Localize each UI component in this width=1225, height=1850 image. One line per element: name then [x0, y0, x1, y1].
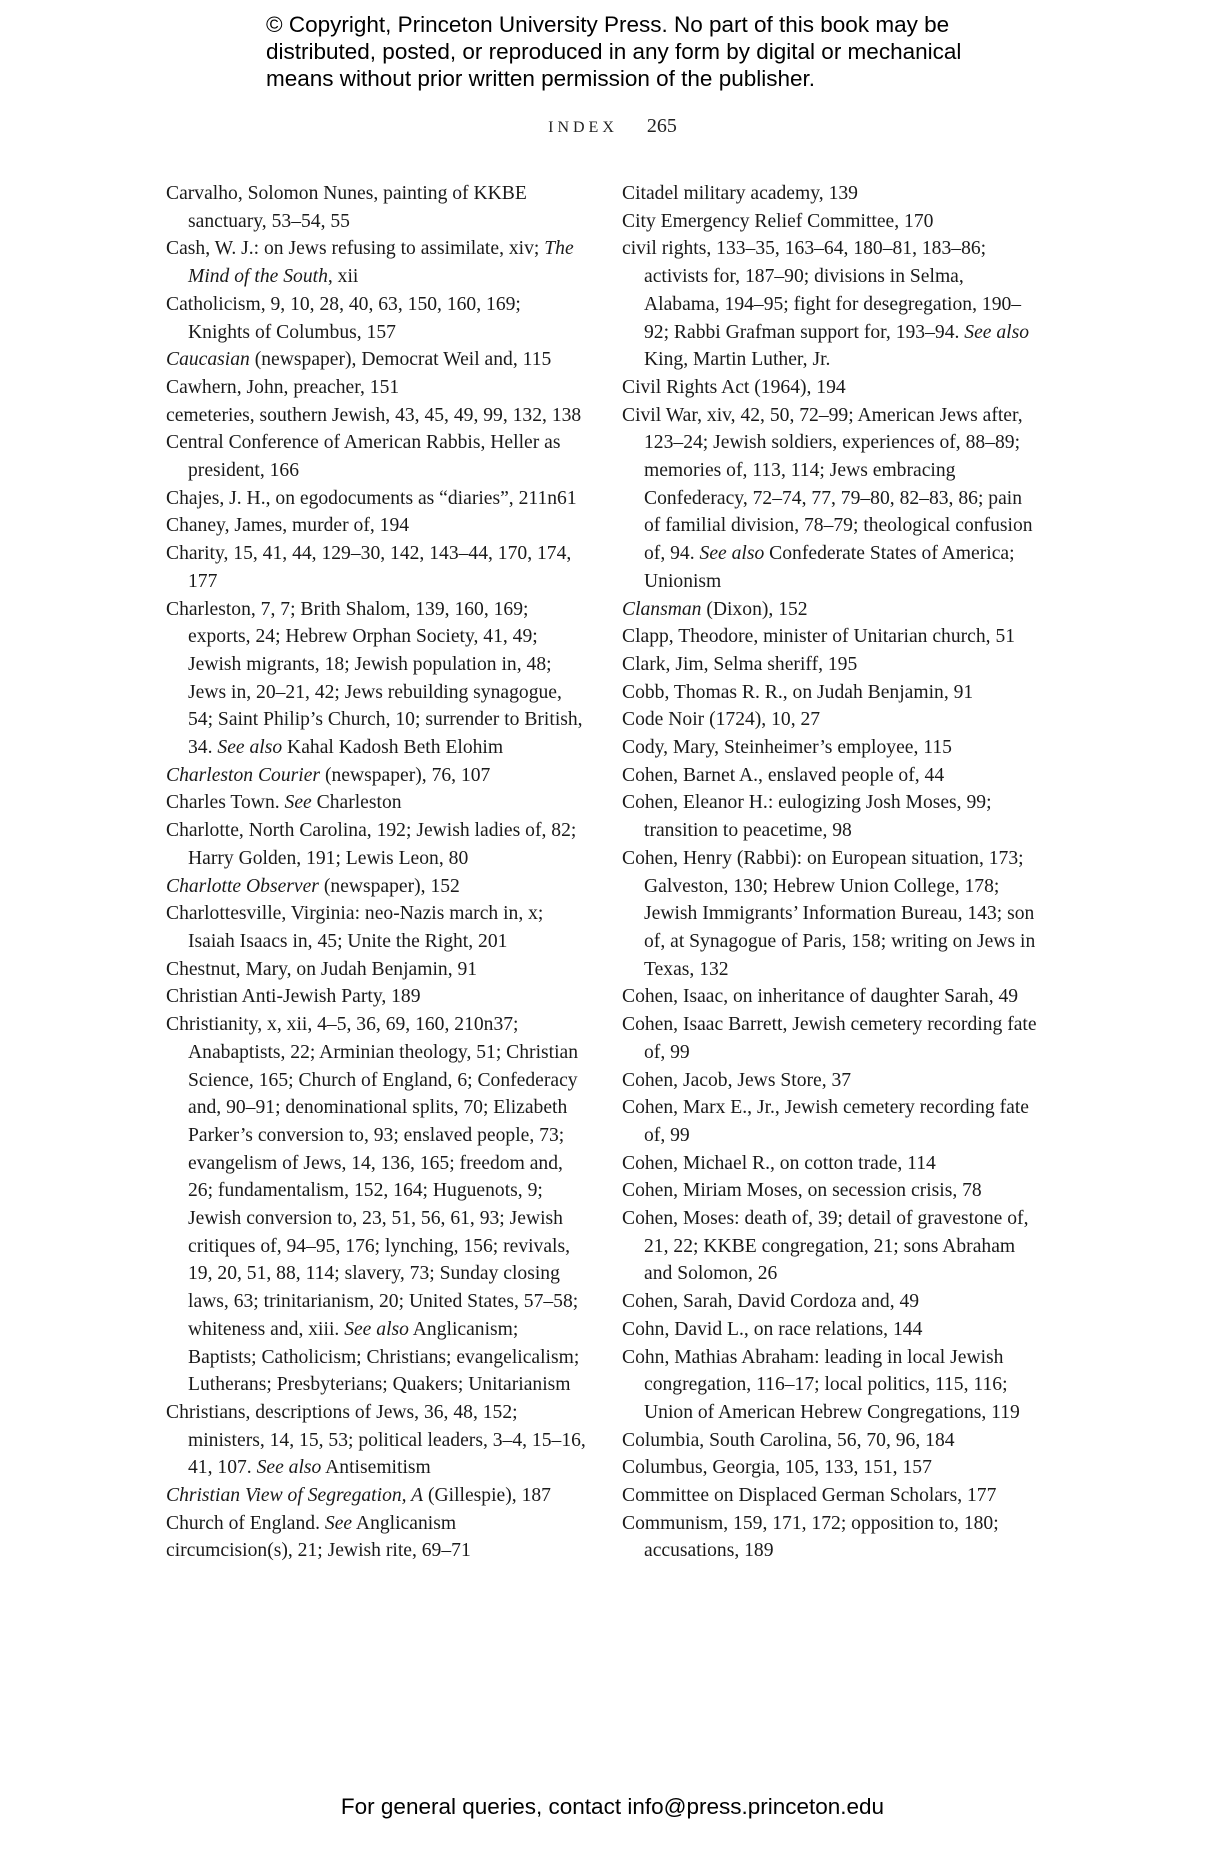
copyright-line: means without prior written permission of the publisher. — [266, 66, 816, 91]
index-entry-text: Cohen, Marx E., Jr., Jewish cemetery recording fate of, 99 — [622, 1097, 1029, 1146]
index-entry — [166, 540, 586, 595]
index-entry-italic-text: See — [324, 1512, 353, 1534]
index-entry — [622, 1011, 1042, 1066]
index-entry — [622, 1288, 1042, 1316]
index-entry — [622, 1482, 1042, 1510]
index-entry — [622, 208, 1042, 236]
index-entry-text: Catholicism, 9, 10, 28, 40, 63, 150, 160, 169; Knights of Columbus, 157 — [166, 293, 521, 343]
index-entry-text: Cohen, Isaac Barrett, Jewish cemetery recording fate of, 99 — [622, 1014, 1037, 1063]
index-entry — [622, 1454, 1042, 1482]
index-entry-text: Kahal Kadosh Beth Elohim — [282, 737, 504, 759]
index-entry — [166, 900, 586, 955]
index-entry-text: Cohen, Moses: death of, 39; detail of gravestone of, 21, 22; KKBE congregation, 21; sons Abraham and Solomon, 26 — [622, 1208, 1029, 1285]
index-entry — [622, 762, 1042, 790]
index-entry — [166, 374, 586, 402]
index-entry — [166, 1537, 586, 1565]
index-entry-text: (Dixon), 152 — [701, 598, 808, 620]
index-entry-text: (newspaper), 76, 107 — [320, 764, 491, 786]
index-entry-text: Code Noir (1724), 10, 27 — [622, 709, 821, 731]
index-entry-text: King, Martin Luther, Jr. — [644, 349, 831, 371]
index-entry — [622, 1150, 1042, 1178]
index-entry-text: Columbus, Georgia, 105, 133, 151, 157 — [622, 1457, 932, 1479]
index-entry-text: Carvalho, Solomon Nunes, painting of KKBE sanctuary, 53–54, 55 — [166, 183, 527, 232]
index-entry — [622, 845, 1042, 984]
index-entry — [622, 180, 1042, 208]
index-entry — [166, 1399, 586, 1482]
index-entry — [166, 1482, 586, 1510]
index-entry-text: Clark, Jim, Selma sheriff, 195 — [622, 653, 858, 675]
index-entry-text: Clapp, Theodore, minister of Unitarian church, 51 — [622, 626, 1016, 648]
index-entry — [166, 873, 586, 901]
index-entry-text: Civil Rights Act (1964), 194 — [622, 376, 846, 398]
index-entry-text: Cohen, Barnet A., enslaved people of, 44 — [622, 764, 945, 786]
index-entry-text: Christianity, x, xii, 4–5, 36, 69, 160, 210n37; Anabaptists, 22; Arminian theology, 51; Christian Science, 165; Church of England, 6; Confederacy and, 90–91; denominational splits, 70; Elizabeth Parker’s conversion to, 93; enslaved people, 73; evangelism of Jews, 14, 136, 165; freedom and, 26; fundamentalism, 152, 164; Huguenots, 9; Jewish conversion to, 23, 51, 56, 61, 93; Jewish critiques of, 94–95, 176; lynching, 156; revivals, 19, 20, 51, 88, 114; slavery, 73; Sunday closing laws, 63; trinitarianism, 20; United States, 57–58; whiteness and, xiii. — [166, 1014, 579, 1340]
index-entry-text: City Emergency Relief Committee, 170 — [622, 210, 934, 232]
index-entry-italic-text: See — [284, 792, 312, 814]
index-entry — [166, 429, 586, 484]
index-entry — [622, 1205, 1042, 1288]
index-entry — [622, 235, 1042, 374]
index-entry — [622, 651, 1042, 679]
index-entry — [622, 1067, 1042, 1095]
index-entry-text: Charlottesville, Virginia: neo-Nazis march in, x; Isaiah Isaacs in, 45; Unite the Right, 201 — [166, 903, 544, 952]
index-entry — [166, 1510, 586, 1538]
index-entry — [166, 789, 586, 817]
index-entry-text: (newspaper), Democrat Weil and, 115 — [249, 349, 552, 371]
index-entry-text: cemeteries, southern Jewish, 43, 45, 49, 99, 132, 138 — [166, 404, 582, 426]
index-entry-text: (Gillespie), 187 — [423, 1485, 551, 1507]
index-entry — [166, 346, 586, 374]
index-entry — [166, 596, 586, 762]
index-entry-text: civil rights, 133–35, 163–64, 180–81, 183–86; activists for, 187–90; divisions in Selma, Alabama, 194–95; fight for desegregation, 190–92; Rabbi Grafman support for, 193–94. — [622, 238, 1022, 343]
index-entry — [166, 983, 586, 1011]
index-entry-text: Cody, Mary, Steinheimer’s employee, 115 — [622, 737, 952, 759]
index-entry-italic-text: Christian View of Segregation, A — [166, 1485, 424, 1507]
index-entry — [166, 762, 586, 790]
index-entry-text: Anglicanism; Baptists; Catholicism; Christians; evangelicalism; Lutherans; Presbyterians; Quakers; Unitarianism — [188, 1318, 580, 1396]
index-entry-text: Civil War, xiv, 42, 50, 72–99; American Jews after, 123–24; Jewish soldiers, experiences of, 88–89; memories of, 113, 114; Jews embracing Confederacy, 72–74, 77, 79–80, 82–83, 86; pain of familial division, 78–79; theological confusion of, 94. — [622, 404, 1033, 565]
index-entry — [166, 485, 586, 513]
index-entry-text: Cohn, Mathias Abraham: leading in local Jewish congregation, 116–17; local politics, 115, 116; Union of American Hebrew Congregations, 119 — [622, 1346, 1020, 1423]
index-entry — [622, 1427, 1042, 1455]
index-entry-text: Columbia, South Carolina, 56, 70, 96, 184 — [622, 1429, 955, 1451]
index-entry — [622, 1177, 1042, 1205]
index-entry — [622, 1094, 1042, 1149]
index-entry-text: Chajes, J. H., on egodocuments as “diaries”, 211n61 — [166, 487, 577, 509]
index-entry — [166, 291, 586, 346]
index-entry-text: Citadel military academy, 139 — [622, 183, 858, 204]
index-entry — [166, 180, 586, 235]
index-entry-text: Communism, 159, 171, 172; opposition to, 180; accusations, 189 — [622, 1512, 999, 1562]
index-entry-text: Cash, W. J.: on Jews refusing to assimilate, xiv; — [166, 238, 545, 260]
index-entry — [166, 817, 586, 872]
index-entry-text: Christian Anti-Jewish Party, 189 — [166, 986, 421, 1008]
index-entry — [622, 1510, 1042, 1565]
index-entry-text: Charity, 15, 41, 44, 129–30, 142, 143–44, 170, 174, 177 — [166, 543, 572, 592]
index-entry — [622, 789, 1042, 844]
index-entry-text: Antisemitism — [321, 1457, 431, 1479]
index-entry — [166, 1011, 586, 1399]
index-entry-text: Charles Town. — [166, 792, 285, 814]
index-entry-text: , xii — [327, 266, 359, 288]
index-entry-italic-text: See also — [344, 1318, 409, 1340]
index-entry — [622, 1316, 1042, 1344]
index-entry-italic-text: Clansman — [622, 598, 702, 620]
index-entry-text: Cohen, Sarah, David Cordoza and, 49 — [622, 1291, 920, 1313]
copyright-line: distributed, posted, or reproduced in any form by digital or mechanical — [266, 39, 962, 64]
index-entry — [622, 374, 1042, 402]
index-entry — [622, 983, 1042, 1011]
index-entry-text: Cohen, Isaac, on inheritance of daughter Sarah, 49 — [622, 986, 1019, 1008]
running-head-title: INDEX — [548, 119, 618, 136]
index-entry — [166, 235, 586, 290]
copyright-line: © Copyright, Princeton University Press. No part of this book may be — [266, 12, 950, 37]
index-entry — [166, 512, 586, 540]
copyright-notice — [266, 11, 1026, 92]
index-entry-italic-text: The Mind of the South — [188, 238, 574, 288]
index-entry-text: Cohn, David L., on race relations, 144 — [622, 1318, 923, 1340]
page-number: 265 — [646, 115, 677, 137]
index-entry-text: Charleston — [311, 792, 402, 814]
index-entry-text: Central Conference of American Rabbis, Heller as president, 166 — [166, 432, 561, 482]
index-entry-italic-text: See also — [217, 737, 283, 759]
index-entry-text: Cohen, Michael R., on cotton trade, 114 — [622, 1152, 936, 1174]
index-column-right — [622, 180, 1042, 1565]
index-entry-italic-text: Caucasian — [166, 349, 250, 371]
index-entry-text: Cobb, Thomas R. R., on Judah Benjamin, 91 — [622, 681, 974, 703]
index-entry — [622, 734, 1042, 762]
index-entry-text: Cawhern, John, preacher, 151 — [166, 376, 400, 398]
index-entry-italic-text: See also — [699, 543, 765, 565]
index-entry — [622, 623, 1042, 651]
index-column-left — [166, 180, 586, 1565]
index-entry-text: (newspaper), 152 — [318, 875, 460, 897]
index-entry-text: Chaney, James, murder of, 194 — [166, 515, 410, 537]
footer-contact: For general queries, contact info@press.princeton.edu — [340, 1794, 885, 1819]
index-entry — [622, 596, 1042, 624]
index-entry-text: Cohen, Jacob, Jews Store, 37 — [622, 1069, 852, 1091]
index-entry-text: Anglicanism — [352, 1512, 457, 1534]
index-entry — [166, 402, 586, 430]
index-entry-italic-text: See also — [256, 1457, 322, 1479]
index-entry-text: Cohen, Eleanor H.: eulogizing Josh Moses, 99; transition to peacetime, 98 — [622, 792, 992, 842]
index-entry-text: Confederate States of America; Unionism — [644, 543, 1015, 592]
index-entry-text: Chestnut, Mary, on Judah Benjamin, 91 — [166, 958, 478, 980]
index-entry-italic-text: See also — [964, 321, 1030, 343]
index-entry-text: Christians, descriptions of Jews, 36, 48, 152; ministers, 14, 15, 53; political leaders, 3–4, 15–16, 41, 107. — [166, 1401, 586, 1479]
index-entry-text: Charlotte, North Carolina, 192; Jewish ladies of, 82; Harry Golden, 191; Lewis Leon, 80 — [166, 820, 577, 869]
index-entry-text: Church of England. — [166, 1512, 325, 1534]
running-head — [0, 113, 1225, 141]
index-entry-text: circumcision(s), 21; Jewish rite, 69–71 — [166, 1540, 471, 1562]
index-entry-text: Cohen, Miriam Moses, on secession crisis, 78 — [622, 1180, 982, 1202]
index-entry-text: Cohen, Henry (Rabbi): on European situation, 173; Galveston, 130; Hebrew Union College, 178; Jewish Immigrants’ Information Bureau, 143; son of, at Synagogue of Paris, 158; writing on Jews in Texas, 132 — [622, 847, 1036, 980]
index-entry — [622, 402, 1042, 596]
index-entry — [622, 706, 1042, 734]
index-entry — [622, 1344, 1042, 1427]
index-entry-text: Charleston, 7, 7; Brith Shalom, 139, 160, 169; exports, 24; Hebrew Orphan Society, 41, 49; Jewish migrants, 18; Jewish population in, 48; Jews in, 20–21, 42; Jews rebuilding synagogue, 54; Saint Philip’s Church, 10; surrender to British, 34. — [166, 598, 583, 759]
index-entry-italic-text: Charlotte Observer — [166, 875, 319, 897]
index-entry-italic-text: Charleston Courier — [166, 764, 321, 786]
index-entry — [166, 956, 586, 984]
index-entry-text: Committee on Displaced German Scholars, 177 — [622, 1485, 997, 1507]
index-entry — [622, 679, 1042, 707]
